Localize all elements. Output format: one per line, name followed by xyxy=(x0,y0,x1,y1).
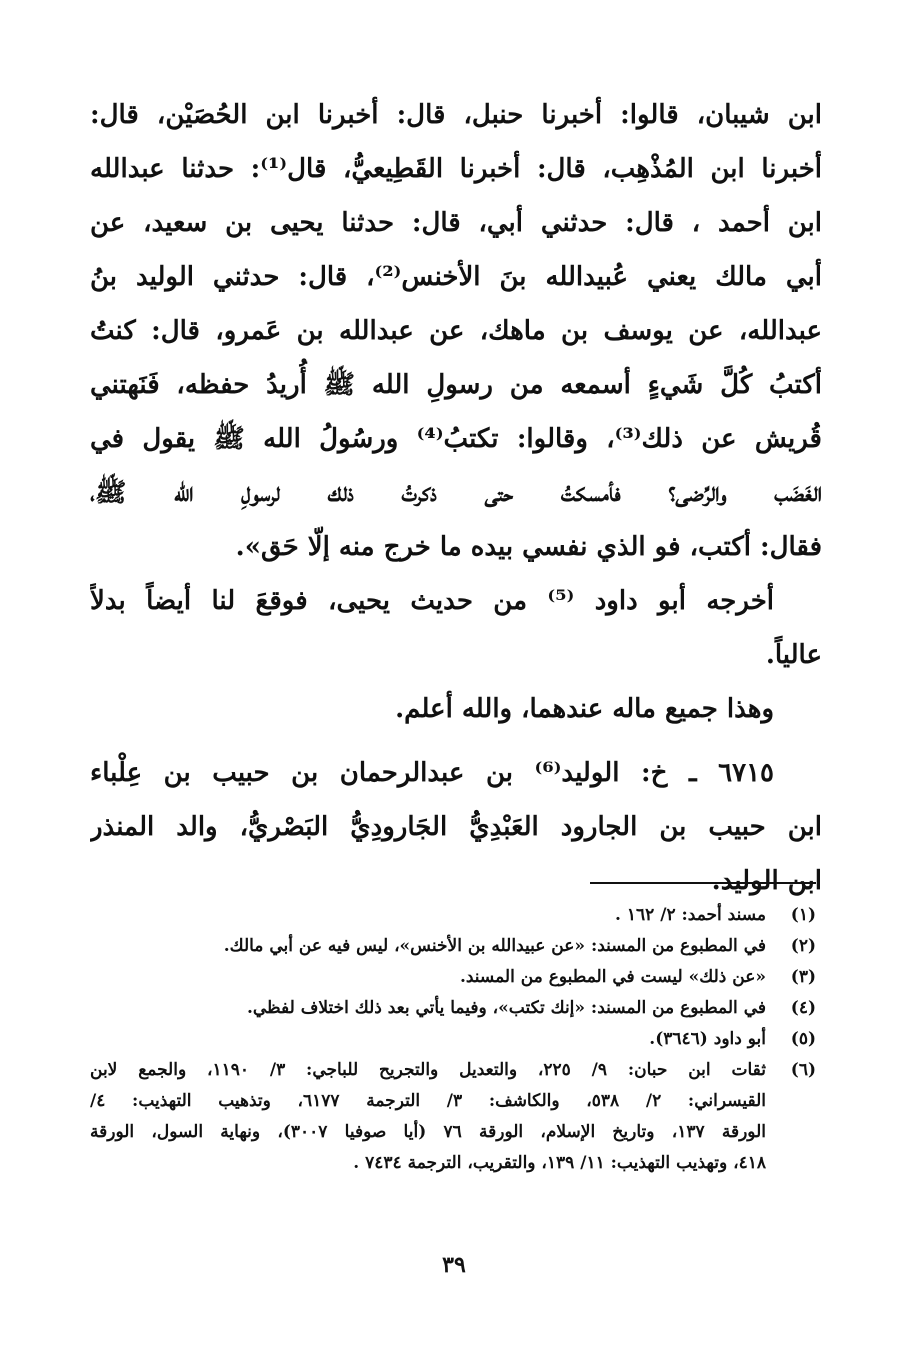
text-line: أكتبُ كُلَّ شَيءٍ أسمعه من رسولِ الله ﷺ أُريدُ حفظه، فَنَهتني xyxy=(90,370,822,400)
footnote-text: الورقة ١٣٧، وتاريخ الإسلام، الورقة ٧٦ (أيا صوفيا ٣٠٠٧)، ونهاية السول، الورقة xyxy=(90,1122,766,1142)
text-line: أخرجه أبو داود ⁽⁵⁾ من حديث يحيى، فوقعَ لنا أيضاً بدلاً xyxy=(90,586,774,616)
footnote xyxy=(90,993,816,1024)
text-line: وهذا جميع ماله عندهما، والله أعلم. xyxy=(395,694,774,724)
text-line: عبدالله، عن يوسف بن ماهك، عن عبدالله بن عَمرو، قال: كنتُ xyxy=(90,316,822,346)
text-line: أبي مالك يعني عُبيدالله بنَ الأخنس⁽²⁾، قال: حدثني الوليد بنُ xyxy=(90,262,822,292)
text-line: ابن الوليد. xyxy=(711,866,822,896)
footnote-number: (١) xyxy=(790,905,816,925)
footnote-text: في المطبوع من المسند: «إنك تكتب»، وفيما يأتي بعد ذلك اختلاف لفظي. xyxy=(246,998,766,1018)
footnote xyxy=(90,931,816,962)
main-text xyxy=(90,88,822,908)
text-line: عالياً. xyxy=(765,640,822,670)
page-number: ٣٩ xyxy=(442,1252,466,1278)
footnote-text: «عن ذلك» ليست في المطبوع من المسند. xyxy=(459,967,766,987)
footnote-text: القيسراني: ٢/ ٥٣٨، والكاشف: ٣/ الترجمة ٦١٧٧، وتذهيب التهذيب: ٤/ xyxy=(90,1091,766,1111)
footnote xyxy=(90,962,816,993)
entry-heading-line: ٦٧١٥ ـ خ: الوليد⁽⁶⁾ بن عبدالرحمان بن حبيب بن عِلْباء xyxy=(90,758,774,788)
text-line: ابن أحمد ، قال: حدثني أبي، قال: حدثنا يحيى بن سعيد، عن xyxy=(90,208,822,238)
text-line: فقال: أكتب، فو الذي نفسي بيده ما خرج منه إلّا حَق». xyxy=(235,532,822,562)
footnote xyxy=(90,1024,816,1055)
text-line: الغَضَب والرِّضى؟ فأمسكتُ حتى ذكرتُ ذلك لرسولِ الله ﷺ، xyxy=(90,478,822,508)
footnote-number: (٣) xyxy=(790,967,816,987)
text-line: ابن شيبان، قالوا: أخبرنا حنبل، قال: أخبرنا ابن الحُصَيْن، قال: xyxy=(90,100,822,130)
text-line: ابن حبيب بن الجارود العَبْدِيُّ الجَارودِيُّ البَصْريُّ، والد المنذر xyxy=(90,812,822,842)
footnote-text: أبو داود (٣٦٤٦). xyxy=(649,1029,766,1049)
footnotes xyxy=(90,900,816,1179)
footnote-number: (٥) xyxy=(790,1029,816,1049)
footnote-divider xyxy=(590,882,816,884)
footnote-number: (٢) xyxy=(790,936,816,956)
footnote-text: ٤١٨، وتهذيب التهذيب: ١١/ ١٣٩، والتقريب، الترجمة ٧٤٣٤ . xyxy=(353,1153,766,1173)
footnote-text: مسند أحمد: ٢/ ١٦٢ . xyxy=(615,905,766,925)
footnote-text: ثقات ابن حبان: ٩/ ٢٢٥، والتعديل والتجريح للباجي: ٣/ ١١٩٠، والجمع لابن xyxy=(90,1060,766,1080)
text-line: أخبرنا ابن المُذْهِب، قال: أخبرنا القَطِيعيُّ، قال⁽¹⁾: حدثنا عبدالله xyxy=(90,154,822,184)
footnote-number: (٤) xyxy=(790,998,816,1018)
footnote-number: (٦) xyxy=(790,1060,816,1080)
footnote xyxy=(90,900,816,931)
footnote-text: في المطبوع من المسند: «عن عبيدالله بن الأخنس»، ليس فيه عن أبي مالك. xyxy=(223,936,766,956)
footnote xyxy=(90,1055,816,1179)
text-line: قُريش عن ذلك⁽³⁾، وقالوا: تكتبُ⁽⁴⁾ ورسُولُ الله ﷺ يقول في xyxy=(90,424,822,454)
